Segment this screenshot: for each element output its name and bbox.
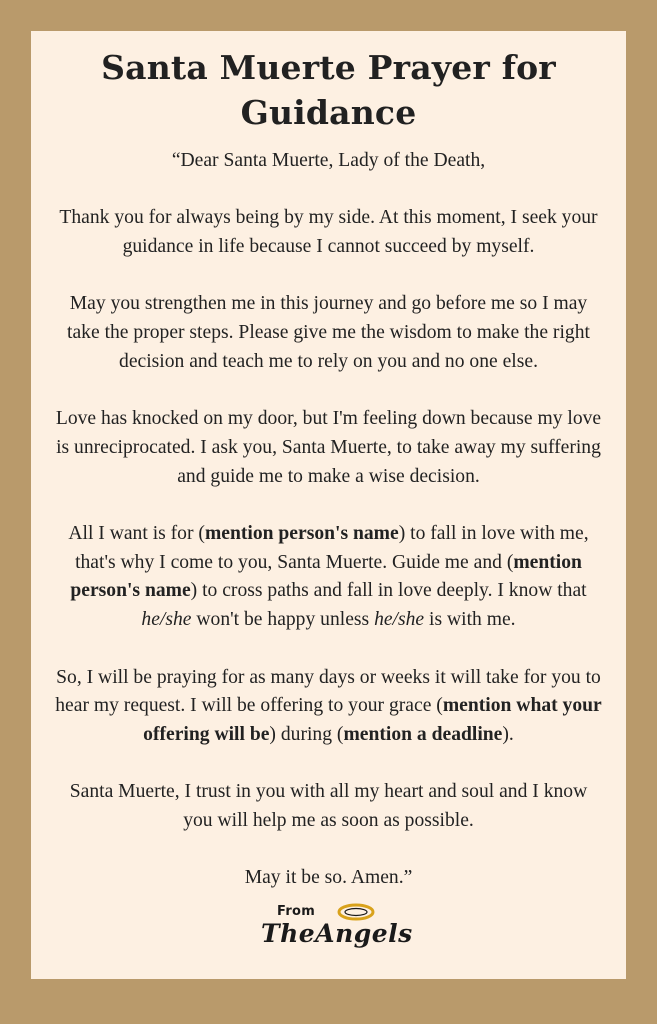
pronoun-placeholder: he/she	[374, 609, 425, 631]
prayer-paragraph-6	[53, 664, 604, 750]
prayer-text	[53, 147, 604, 893]
logo-from-text: From	[277, 904, 316, 919]
prayer-paragraph-3: May you strengthen me in this journey and go before me so I may take the proper steps. Please give me the wisdom to make the right decision and teach me to rely on you and no one else.	[67, 293, 590, 372]
page-title: Santa Muerte Prayer for Guidance	[101, 48, 556, 132]
prayer-paragraph-7: Santa Muerte, I trust in you with all my heart and soul and I know you will help me as soon as possible.	[69, 781, 588, 832]
text-segment: So, I will be praying for as many days or weeks it will take for you to hear my request. I will be offering to your grace (	[55, 666, 601, 717]
text-segment: is with me.	[424, 609, 516, 631]
pronoun-placeholder: he/she	[141, 609, 192, 631]
prayer-paragraph-2: Thank you for always being by my side. At this moment, I seek your guidance in life because I cannot succeed by myself.	[59, 207, 598, 258]
brand-logo	[31, 899, 626, 959]
text-segment: ) to fall in love with me, that's why I come to you, Santa Muerte. Guide me and (	[75, 523, 589, 573]
placeholder-person-name: mention person's name	[70, 551, 582, 602]
prayer-paragraph-4: Love has knocked on my door, but I'm feeling down because my love is unreciprocated. I ask you, Santa Muerte, to take away my suffering and guide me to make a wise decision.	[55, 408, 602, 487]
prayer-paragraph-8: May it be so. Amen.”	[244, 867, 413, 889]
text-segment: ) to cross paths and fall in love deeply. I know that	[190, 580, 587, 602]
text-segment: won't be happy unless	[191, 609, 375, 631]
text-segment: ).	[502, 723, 514, 745]
prayer-paragraph-1: “Dear Santa Muerte, Lady of the Death,	[171, 150, 486, 171]
text-segment: All I want is for (	[68, 523, 205, 545]
placeholder-deadline: mention a deadline	[343, 723, 503, 745]
prayer-paragraph-5	[53, 520, 604, 635]
logo-name-text: TheAngels	[261, 919, 413, 948]
placeholder-offering: mention what your offering will be	[143, 695, 602, 745]
prayer-card	[31, 31, 626, 979]
text-segment: ) during (	[269, 723, 344, 745]
placeholder-person-name: mention person's name	[204, 523, 399, 545]
